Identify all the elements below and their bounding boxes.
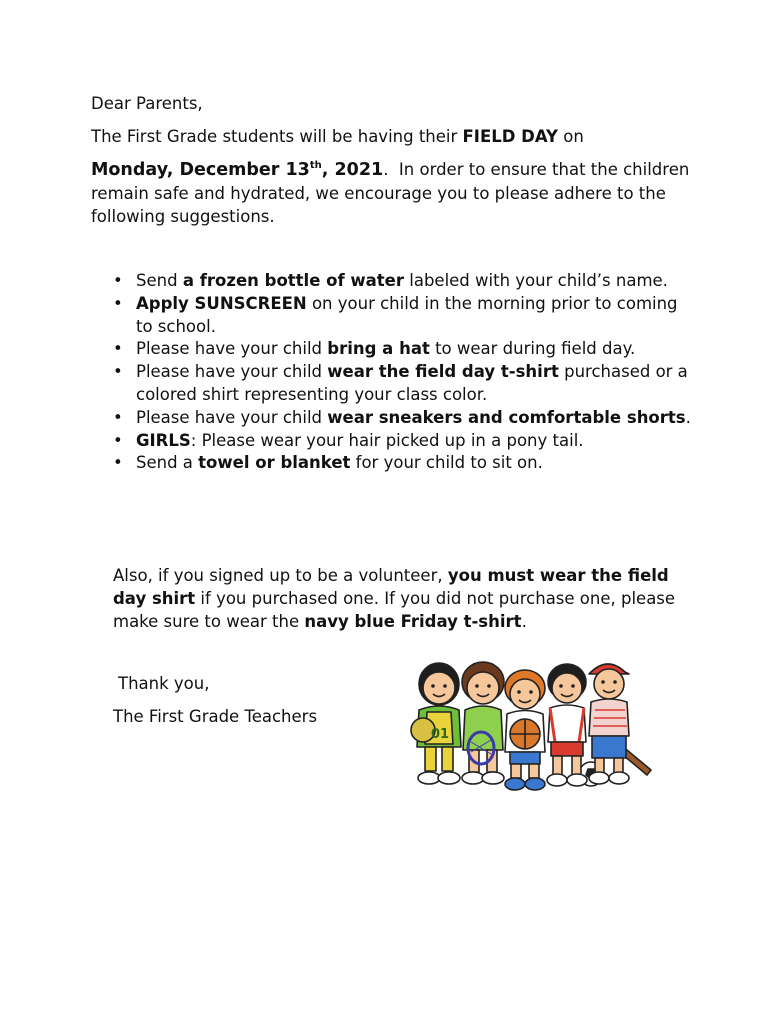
closing: Thank you, bbox=[118, 674, 210, 693]
volunteer-text: Also, if you signed up to be a volunteer, bbox=[113, 566, 448, 585]
event-date bbox=[91, 160, 383, 180]
bullet-icon: • bbox=[113, 271, 123, 290]
kids-sports-clipart bbox=[405, 652, 660, 797]
date-period: . bbox=[383, 160, 389, 179]
ordinal-suffix: th bbox=[309, 160, 322, 172]
volunteer-text: if you purchased one. If you did not purchase one, please make sure to wear the bbox=[113, 589, 676, 631]
list-item bbox=[113, 430, 693, 453]
item-text: : Please wear your hair picked up in a pony tail. bbox=[190, 430, 584, 450]
bullet-icon: • bbox=[113, 339, 123, 359]
item-text: Send a bbox=[136, 453, 199, 473]
item-bold-text: towel or blanket bbox=[198, 453, 351, 473]
event-date-main: Monday, December 13 bbox=[91, 160, 310, 180]
item-text: Please have your child bbox=[136, 339, 328, 359]
item-bold-text: a frozen bottle of water bbox=[182, 271, 404, 290]
item-text: on your child in the morning prior to coming to school. bbox=[136, 293, 678, 336]
list-item bbox=[113, 338, 693, 361]
item-bold-text: wear the field day t-shirt bbox=[327, 362, 559, 382]
jersey-number: 01 bbox=[431, 727, 450, 742]
item-text: labeled with your child’s name. bbox=[404, 271, 668, 290]
bullet-icon: • bbox=[113, 293, 123, 313]
list-item bbox=[113, 452, 693, 475]
item-bold-text: Apply SUNSCREEN bbox=[136, 293, 307, 313]
intro-text-after: on bbox=[558, 127, 584, 146]
safety-intro-text: In order to ensure that the children remain safe and hydrated, we encourage you to please adhere to the following suggestions. bbox=[91, 160, 695, 226]
list-item bbox=[113, 270, 693, 293]
greeting: Dear Parents, bbox=[91, 94, 203, 113]
item-text: Send bbox=[136, 271, 183, 290]
event-year: , 2021 bbox=[321, 160, 384, 180]
intro-text-before: The First Grade students will be having their bbox=[91, 127, 463, 146]
item-text: . bbox=[685, 407, 691, 427]
volunteer-bold-text: you must wear the field day shirt bbox=[113, 566, 669, 608]
event-date-paragraph bbox=[91, 158, 701, 228]
bullet-icon: • bbox=[113, 430, 123, 450]
suggestions-list bbox=[113, 270, 693, 475]
bullet-icon: • bbox=[113, 453, 123, 473]
event-name: FIELD DAY bbox=[462, 127, 559, 146]
list-item bbox=[113, 293, 693, 339]
list-item bbox=[113, 407, 693, 430]
volunteer-paragraph bbox=[113, 564, 683, 633]
item-text: for your child to sit on. bbox=[350, 453, 543, 473]
list-item bbox=[113, 361, 693, 407]
intro-line bbox=[91, 125, 701, 148]
bullet-icon: • bbox=[113, 362, 123, 382]
item-text: to wear during field day. bbox=[429, 339, 636, 359]
item-bold-text: wear sneakers and comfortable shorts bbox=[327, 407, 686, 427]
item-text: Please have your child bbox=[136, 362, 328, 382]
item-text: Please have your child bbox=[136, 407, 328, 427]
volunteer-text: . bbox=[521, 612, 527, 631]
item-bold-text: GIRLS bbox=[136, 430, 191, 450]
item-text: purchased or a colored shirt representing your class color. bbox=[136, 362, 688, 404]
item-bold-text: bring a hat bbox=[327, 339, 430, 359]
signature: The First Grade Teachers bbox=[113, 707, 318, 726]
volunteer-bold-text: navy blue Friday t-shirt bbox=[304, 612, 522, 631]
bullet-icon: • bbox=[113, 407, 123, 427]
